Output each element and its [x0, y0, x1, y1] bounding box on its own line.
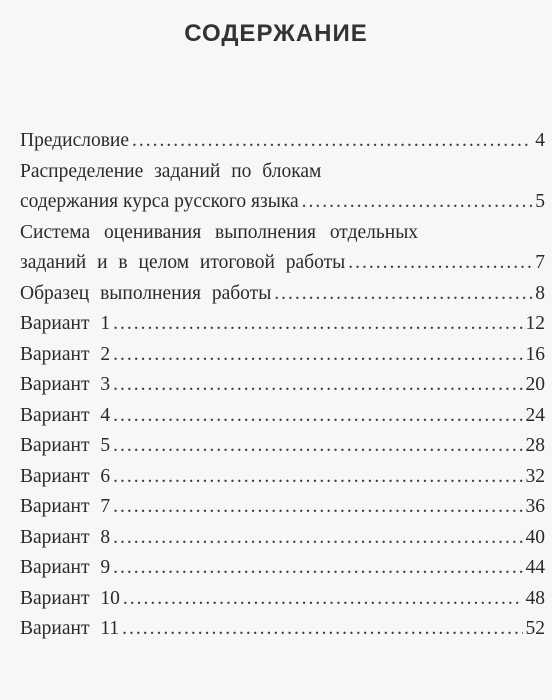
- dot-leader: [132, 126, 532, 157]
- toc-entry-title: заданий и в целом итоговой работы: [20, 252, 346, 273]
- dot-leader: [122, 614, 522, 645]
- toc-page-number: 5: [535, 191, 545, 212]
- toc-entry-title: Вариант 6: [20, 465, 111, 487]
- toc-entry-title: Распределение заданий по блокам: [20, 160, 322, 182]
- dot-leader: [113, 370, 522, 401]
- toc-entry-variant-9[interactable]: [20, 553, 545, 584]
- toc-entry-title: Вариант 4: [20, 404, 111, 426]
- toc-entry-variant-11[interactable]: [20, 614, 545, 645]
- toc-entry-title: Вариант 3: [20, 374, 111, 395]
- dot-leader: [113, 553, 522, 584]
- toc-entry-variant-6[interactable]: [20, 462, 545, 493]
- toc-page-number: 16: [525, 343, 545, 365]
- dot-leader: [113, 340, 522, 371]
- toc-entry-title: Вариант 10: [20, 587, 120, 609]
- toc-entry-title: Образец выполнения работы: [20, 282, 272, 304]
- dot-leader: [113, 492, 522, 523]
- toc-entry-preface[interactable]: [20, 126, 545, 157]
- toc-entry-variant-2[interactable]: [20, 340, 545, 371]
- dot-leader: [113, 401, 522, 432]
- table-of-contents: [20, 126, 545, 645]
- dot-leader: [113, 462, 522, 493]
- toc-entry-title: содержания курса русского языка: [20, 191, 299, 212]
- toc-entry-title: Система оценивания выполнения отдельных: [20, 221, 419, 243]
- toc-entry-title: Вариант 1: [20, 313, 111, 334]
- toc-page-number: 7: [535, 252, 545, 273]
- toc-entry-distribution-line1[interactable]: [20, 157, 545, 188]
- toc-entry-variant-4[interactable]: [20, 401, 545, 432]
- toc-page-number: 8: [535, 282, 545, 304]
- toc-entry-variant-1[interactable]: [20, 309, 545, 340]
- toc-page-number: 40: [525, 526, 545, 548]
- dot-leader: [348, 248, 532, 279]
- toc-entry-title: Вариант 11: [20, 618, 120, 639]
- toc-entry-title: Вариант 2: [20, 343, 111, 365]
- dot-leader: [113, 431, 522, 462]
- toc-entry-variant-5[interactable]: [20, 431, 545, 462]
- toc-entry-assessment-line1[interactable]: [20, 218, 545, 249]
- toc-page-number: 32: [525, 465, 545, 487]
- toc-entry-sample[interactable]: [20, 279, 545, 310]
- toc-page-number: 44: [525, 557, 545, 578]
- toc-entry-variant-8[interactable]: [20, 523, 545, 554]
- toc-entry-title: Вариант 7: [20, 496, 111, 517]
- toc-page-number: 12: [525, 313, 545, 334]
- toc-entry-title: Предисловие: [20, 130, 130, 151]
- toc-page-number: 4: [535, 130, 545, 151]
- toc-entry-variant-7[interactable]: [20, 492, 545, 523]
- toc-page-number: 48: [525, 587, 545, 609]
- toc-entry-assessment-line2[interactable]: [20, 248, 545, 279]
- dot-leader: [113, 523, 522, 554]
- page-title: СОДЕРЖАНИЕ: [184, 20, 368, 47]
- toc-entry-distribution-line2[interactable]: [20, 187, 545, 218]
- dot-leader: [123, 584, 523, 615]
- dot-leader: [302, 187, 533, 218]
- toc-page-number: 52: [525, 618, 545, 639]
- toc-entry-title: Вариант 8: [20, 526, 111, 548]
- toc-entry-title: Вариант 9: [20, 557, 111, 578]
- toc-page-number: 36: [525, 496, 545, 517]
- toc-entry-variant-10[interactable]: [20, 584, 545, 615]
- toc-entry-title: Вариант 5: [20, 435, 111, 456]
- toc-page-number: 28: [525, 435, 545, 456]
- dot-leader: [274, 279, 532, 310]
- dot-leader: [113, 309, 522, 340]
- toc-page-number: 20: [525, 374, 545, 395]
- toc-entry-variant-3[interactable]: [20, 370, 545, 401]
- toc-page-number: 24: [525, 404, 545, 426]
